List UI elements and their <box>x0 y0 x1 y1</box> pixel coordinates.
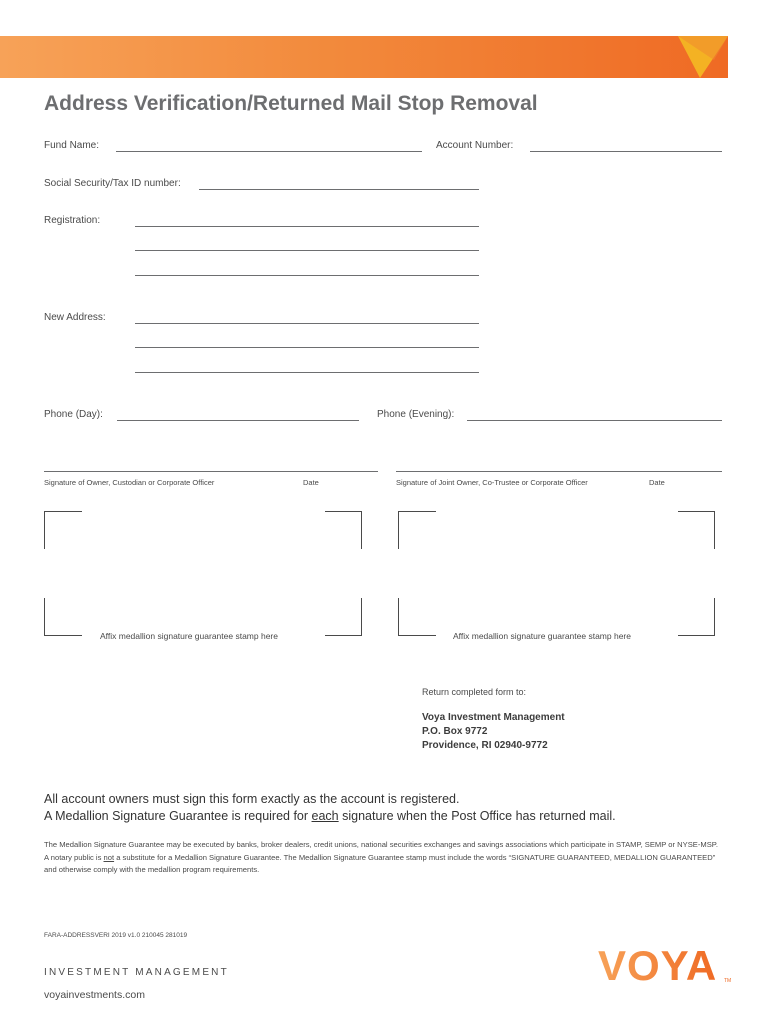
statement-line-2-emphasis: each <box>311 809 339 823</box>
statement-line-1: All account owners must sign this form exactly as the account is registered. <box>44 792 460 806</box>
fund-name-line[interactable] <box>116 151 422 152</box>
fineprint-part-1: The Medallion Signature Guarantee may be executed by banks, broker dealers, credit unions, national securities exchanges and savings associations which participate in STAMP, SEMP or NYSE-MSP. A notary public is <box>44 840 718 862</box>
registration-line-1[interactable] <box>135 226 479 227</box>
new-address-line-3[interactable] <box>135 372 479 373</box>
return-label: Return completed form to: <box>422 687 527 697</box>
return-address <box>422 711 565 753</box>
stamp-instruction-right: Affix medallion signature guarantee stamp here <box>453 631 631 641</box>
investment-management-label: INVESTMENT MANAGEMENT <box>44 967 229 978</box>
joint-signature-caption: Signature of Joint Owner, Co-Trustee or Corporate Officer <box>396 478 588 487</box>
return-company: Voya Investment Management <box>422 712 565 723</box>
stamp-corner-br <box>325 598 362 636</box>
fineprint-part-2: a substitute for a Medallion Signature Guarantee. The Medallion Signature Guarantee stamp must include the words “SIGNATURE GUARANTEED, MEDALLION GUARANTEED” and otherwise comply with the medallion program requirements. <box>44 852 716 874</box>
fineprint-emphasis: not <box>103 852 115 862</box>
phone-day-line[interactable] <box>117 420 359 421</box>
new-address-line-2[interactable] <box>135 347 479 348</box>
voya-logo-tm: TM <box>724 978 732 984</box>
medallion-fineprint <box>44 839 724 877</box>
header-banner <box>0 36 728 78</box>
stamp-corner-tr <box>678 511 715 549</box>
stamp-instruction-left: Affix medallion signature guarantee stamp here <box>100 631 278 641</box>
voya-logo <box>598 942 734 990</box>
stamp-corner-bl <box>398 598 436 636</box>
stamp-corner-tl <box>44 511 82 549</box>
new-address-label: New Address: <box>44 312 106 323</box>
statement-line-2 <box>44 808 616 825</box>
phone-day-label: Phone (Day): <box>44 409 103 420</box>
statement-line-2-pre: A Medallion Signature Guarantee is required for <box>44 809 312 823</box>
joint-signature-line[interactable] <box>396 471 722 472</box>
ssn-label: Social Security/Tax ID number: <box>44 178 181 189</box>
statement-line-2-post: signature when the Post Office has returned mail. <box>338 809 616 823</box>
account-number-label: Account Number: <box>436 140 514 151</box>
page-title: Address Verification/Returned Mail Stop Removal <box>44 92 538 115</box>
stamp-corner-tl <box>398 511 436 549</box>
stamp-corner-bl <box>44 598 82 636</box>
joint-date-caption: Date <box>649 478 665 487</box>
return-city: Providence, RI 02940-9772 <box>422 740 548 751</box>
fund-name-label: Fund Name: <box>44 140 100 151</box>
website-link[interactable]: voyainvestments.com <box>44 989 145 1001</box>
signing-statement <box>44 791 616 825</box>
account-number-line[interactable] <box>530 151 722 152</box>
stamp-corner-br <box>678 598 715 636</box>
ssn-line[interactable] <box>199 189 479 190</box>
phone-evening-label: Phone (Evening): <box>377 409 455 420</box>
voya-logo-text: VOYA <box>598 942 718 989</box>
registration-line-2[interactable] <box>135 250 479 251</box>
new-address-line-1[interactable] <box>135 323 479 324</box>
stamp-corner-tr <box>325 511 362 549</box>
banner-notch-graphic <box>678 36 728 78</box>
return-po-box: P.O. Box 9772 <box>422 726 488 737</box>
owner-signature-line[interactable] <box>44 471 378 472</box>
owner-date-caption: Date <box>303 478 319 487</box>
registration-label: Registration: <box>44 215 101 226</box>
phone-evening-line[interactable] <box>467 420 722 421</box>
registration-line-3[interactable] <box>135 275 479 276</box>
owner-signature-caption: Signature of Owner, Custodian or Corporate Officer <box>44 478 215 487</box>
form-code: FARA-ADDRESSVERI 2019 v1.0 210045 281019 <box>44 932 188 939</box>
